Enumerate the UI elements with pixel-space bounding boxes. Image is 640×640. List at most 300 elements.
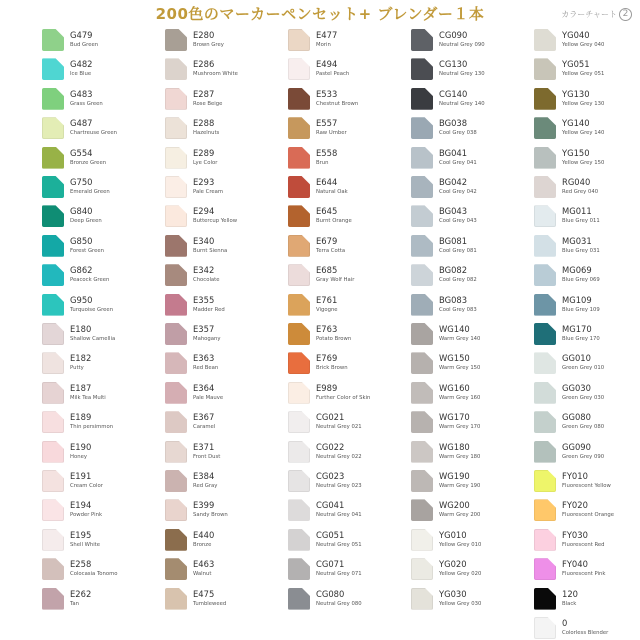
color-swatch — [42, 588, 64, 610]
color-name: Honey — [70, 453, 87, 460]
color-swatch — [42, 470, 64, 492]
color-swatch — [288, 205, 310, 227]
color-name: Colorless Blender — [562, 630, 609, 636]
color-item — [532, 115, 640, 143]
color-item — [286, 409, 406, 437]
color-name: Hazelnuts — [193, 130, 220, 137]
color-code: E286 — [193, 59, 215, 70]
color-name: Chestnut Brown — [316, 100, 359, 107]
color-code: CG090 — [439, 30, 468, 40]
color-swatch — [42, 176, 64, 198]
color-swatch — [165, 470, 187, 492]
color-swatch — [411, 176, 433, 198]
color-swatch — [288, 382, 310, 404]
color-name: Neutral Grey 051 — [316, 541, 362, 548]
color-swatch — [42, 235, 64, 257]
color-name: Yellow Grey 150 — [562, 159, 605, 166]
color-name: Warm Grey 160 — [439, 394, 481, 401]
color-item — [286, 497, 406, 525]
color-code: E533 — [316, 88, 338, 99]
color-name: Rose Beige — [193, 100, 223, 107]
color-swatch — [42, 382, 64, 404]
color-name: Yellow Grey 140 — [562, 130, 605, 137]
color-code: YG051 — [562, 59, 590, 70]
color-code: CG022 — [316, 441, 345, 452]
color-name: Neutral Grey 090 — [439, 42, 485, 48]
color-item — [532, 409, 640, 437]
color-code: FY040 — [562, 559, 588, 570]
color-name: Neutral Grey 130 — [439, 71, 485, 78]
color-name: Grass Green — [70, 100, 103, 107]
color-name: Mahogany — [193, 336, 221, 342]
color-name: Cool Grey 043 — [439, 218, 477, 225]
color-item — [40, 380, 160, 408]
color-item — [409, 439, 529, 467]
color-swatch — [534, 205, 556, 227]
color-item — [532, 527, 640, 555]
color-item — [40, 556, 160, 584]
color-code: E287 — [193, 88, 215, 99]
color-swatch — [534, 470, 556, 492]
color-code: G554 — [70, 147, 93, 158]
color-item — [40, 145, 160, 173]
color-swatch — [165, 588, 187, 610]
color-item — [409, 527, 529, 555]
color-code: E258 — [70, 559, 92, 570]
color-name: Yellow Grey 010 — [439, 541, 482, 548]
color-item — [286, 145, 406, 173]
color-name: Black — [562, 600, 577, 607]
color-name: Yellow Grey 040 — [562, 42, 605, 48]
color-item — [532, 56, 640, 84]
color-name: Red Grey 040 — [562, 189, 599, 195]
color-item — [40, 233, 160, 261]
color-swatch — [42, 88, 64, 110]
color-code: RG040 — [562, 177, 591, 187]
color-name: Green Grey 080 — [562, 424, 605, 431]
color-swatch — [534, 88, 556, 110]
color-swatch — [42, 499, 64, 521]
color-item — [409, 409, 529, 437]
color-name: Green Grey 030 — [562, 394, 605, 401]
color-swatch — [165, 88, 187, 110]
color-code: BG042 — [439, 177, 468, 187]
color-swatch — [165, 529, 187, 551]
color-item — [286, 350, 406, 378]
color-swatch — [42, 29, 64, 51]
color-name: Brick Brown — [316, 365, 348, 372]
color-name: Bronze Green — [70, 159, 107, 166]
color-code: MG069 — [562, 265, 592, 276]
color-item — [163, 439, 283, 467]
color-swatch — [165, 382, 187, 404]
color-swatch — [288, 352, 310, 374]
color-swatch — [165, 499, 187, 521]
color-name: Burnt Orange — [316, 218, 352, 225]
color-code: E194 — [70, 500, 92, 511]
color-item — [163, 556, 283, 584]
color-swatch — [165, 117, 187, 139]
color-swatch — [411, 470, 433, 492]
color-name: Pastel Peach — [316, 71, 350, 78]
color-item — [409, 380, 529, 408]
color-name: Raw Umber — [316, 130, 347, 137]
color-code: E463 — [193, 559, 215, 570]
color-name: Forest Green — [70, 247, 104, 254]
color-item — [163, 145, 283, 173]
color-swatch — [165, 352, 187, 374]
color-name: Fluorescent Yellow — [562, 483, 611, 489]
color-name: Blue Grey 011 — [562, 218, 600, 225]
color-code: E558 — [316, 147, 338, 158]
color-code: E475 — [193, 588, 215, 599]
color-code: MG031 — [562, 235, 592, 246]
color-swatch — [288, 58, 310, 80]
color-name: Neutral Grey 080 — [316, 600, 362, 607]
color-swatch — [165, 264, 187, 286]
color-code: MG109 — [562, 294, 592, 305]
color-item — [40, 203, 160, 231]
color-name: Ice Blue — [70, 71, 92, 78]
color-name: Milk Tea Multi — [70, 394, 106, 401]
color-swatch — [288, 176, 310, 198]
color-name: Putty — [70, 365, 84, 372]
color-code: G850 — [70, 235, 93, 246]
color-name: Neutral Grey 140 — [439, 100, 485, 107]
color-name: Caramel — [193, 424, 216, 431]
color-item — [286, 468, 406, 496]
color-code: G840 — [70, 206, 93, 217]
color-item — [532, 497, 640, 525]
color-swatch — [165, 235, 187, 257]
color-name: Blue Grey 031 — [562, 247, 600, 254]
color-item — [286, 115, 406, 143]
color-swatch — [42, 58, 64, 80]
color-name: Blue Grey 069 — [562, 277, 600, 284]
color-swatch — [534, 264, 556, 286]
color-item — [532, 380, 640, 408]
color-swatch — [534, 117, 556, 139]
color-name: Neutral Grey 041 — [316, 512, 362, 519]
color-name: Warm Grey 150 — [439, 365, 481, 372]
color-name: Fluorescent Pink — [562, 571, 606, 578]
color-code: E342 — [193, 265, 215, 276]
color-item — [409, 56, 529, 84]
color-name: Blue Grey 109 — [562, 306, 600, 313]
color-item — [286, 174, 406, 202]
color-item — [40, 497, 160, 525]
color-code: E494 — [316, 59, 338, 70]
color-name: Walnut — [193, 571, 212, 578]
color-item — [40, 115, 160, 143]
color-code: WG160 — [439, 382, 470, 393]
color-item — [286, 380, 406, 408]
color-swatch — [165, 323, 187, 345]
color-name: Cool Grey 038 — [439, 130, 477, 137]
color-code: G950 — [70, 294, 93, 305]
color-item — [40, 292, 160, 320]
color-code: E399 — [193, 500, 215, 511]
color-item — [286, 262, 406, 290]
color-code: E180 — [70, 324, 92, 334]
color-swatch — [288, 147, 310, 169]
color-item — [409, 27, 529, 55]
color-code: E355 — [193, 294, 215, 305]
color-item — [163, 292, 283, 320]
color-item — [163, 350, 283, 378]
color-item — [40, 27, 160, 55]
color-item — [409, 86, 529, 114]
color-item — [532, 27, 640, 55]
color-name: Bud Green — [70, 42, 99, 48]
color-swatch — [42, 558, 64, 580]
color-swatch — [534, 294, 556, 316]
color-swatch — [288, 264, 310, 286]
color-code: GG010 — [562, 353, 591, 364]
color-code: BG082 — [439, 265, 468, 276]
color-item — [286, 86, 406, 114]
color-code: E189 — [70, 412, 92, 423]
color-name: Cool Grey 082 — [439, 277, 477, 284]
color-swatch — [411, 235, 433, 257]
color-swatch — [165, 294, 187, 316]
color-name: Neutral Grey 022 — [316, 453, 362, 460]
color-swatch — [411, 29, 433, 51]
color-code: E363 — [193, 353, 215, 364]
color-item — [409, 586, 529, 614]
color-item — [286, 27, 406, 55]
color-code: YG130 — [562, 88, 590, 99]
color-name: Emerald Green — [70, 189, 110, 195]
color-code: 120 — [562, 588, 578, 599]
color-code: E440 — [193, 529, 215, 540]
color-swatch — [288, 411, 310, 433]
color-code: CG041 — [316, 500, 345, 511]
color-swatch — [411, 499, 433, 521]
color-code: E191 — [70, 471, 92, 481]
color-swatch — [42, 264, 64, 286]
color-swatch — [42, 117, 64, 139]
color-swatch — [411, 441, 433, 463]
color-item — [40, 321, 160, 349]
color-name: Fluorescent Red — [562, 541, 605, 548]
color-item — [163, 203, 283, 231]
color-code: E769 — [316, 353, 338, 364]
color-name: Buttercup Yellow — [193, 218, 238, 225]
color-swatch — [534, 558, 556, 580]
color-swatch — [411, 88, 433, 110]
color-code: E763 — [316, 324, 338, 334]
color-name: Madder Red — [193, 306, 225, 313]
color-item — [532, 350, 640, 378]
color-item — [40, 86, 160, 114]
color-swatch — [42, 529, 64, 551]
color-item — [532, 556, 640, 584]
color-item — [163, 262, 283, 290]
color-item — [532, 233, 640, 261]
color-code: FY010 — [562, 471, 588, 481]
color-swatch — [534, 411, 556, 433]
color-swatch — [42, 205, 64, 227]
color-code: YG010 — [439, 529, 467, 540]
color-swatch — [165, 147, 187, 169]
color-swatch — [411, 205, 433, 227]
color-code: E195 — [70, 529, 92, 540]
color-name: Cool Grey 083 — [439, 306, 477, 313]
color-name: Brown Grey — [193, 42, 224, 48]
color-name: Brun — [316, 159, 329, 166]
color-item — [40, 262, 160, 290]
color-code: YG140 — [562, 118, 590, 129]
color-code: BG043 — [439, 206, 468, 217]
color-chart-grid — [40, 27, 630, 638]
color-item — [409, 350, 529, 378]
color-item — [532, 586, 640, 614]
color-swatch — [534, 588, 556, 610]
color-code: E294 — [193, 206, 215, 217]
color-name: Burnt Sienna — [193, 247, 228, 254]
chart-label — [561, 8, 632, 21]
color-code: MG170 — [562, 324, 592, 334]
color-name: Bronze — [193, 541, 212, 548]
color-swatch — [42, 147, 64, 169]
color-swatch — [411, 58, 433, 80]
page-number-badge: 2 — [619, 8, 632, 21]
color-item — [409, 556, 529, 584]
color-swatch — [534, 58, 556, 80]
color-code: G482 — [70, 59, 93, 70]
color-name: Warm Grey 170 — [439, 424, 481, 431]
color-swatch — [288, 588, 310, 610]
color-name: Shell White — [70, 541, 101, 548]
color-code: E357 — [193, 324, 215, 334]
color-item — [163, 174, 283, 202]
color-name: Sandy Brown — [193, 512, 228, 519]
color-item — [409, 468, 529, 496]
color-name: Yellow Grey 051 — [562, 71, 605, 78]
color-name: Shallow Camellia — [70, 336, 116, 342]
color-code: 0 — [562, 618, 568, 628]
color-swatch — [288, 117, 310, 139]
color-code: BG081 — [439, 235, 468, 246]
color-code: E187 — [70, 382, 92, 393]
color-item — [40, 56, 160, 84]
color-name: Chartreuse Green — [70, 130, 117, 137]
color-code: E644 — [316, 177, 338, 187]
color-swatch — [534, 499, 556, 521]
color-item — [532, 262, 640, 290]
color-code: G483 — [70, 88, 93, 99]
color-code: E262 — [70, 588, 92, 599]
color-name: Natural Oak — [316, 189, 348, 195]
color-swatch — [534, 352, 556, 374]
color-code: E761 — [316, 294, 338, 305]
color-name: Tumbleweed — [193, 600, 227, 607]
color-name: Cream Color — [70, 483, 103, 489]
color-code: WG170 — [439, 412, 470, 423]
color-code: WG180 — [439, 441, 470, 452]
color-item — [532, 203, 640, 231]
color-name: Neutral Grey 071 — [316, 571, 362, 578]
color-name: Yellow Grey 030 — [439, 600, 482, 607]
color-item — [40, 174, 160, 202]
color-name: Warm Grey 180 — [439, 453, 481, 460]
color-item — [40, 586, 160, 614]
color-swatch — [288, 29, 310, 51]
color-code: CG023 — [316, 471, 345, 481]
color-item — [532, 174, 640, 202]
color-swatch — [165, 441, 187, 463]
color-swatch — [411, 294, 433, 316]
color-name: Morin — [316, 42, 331, 48]
color-item — [409, 115, 529, 143]
color-code: YG030 — [439, 588, 467, 599]
color-name: Chocolate — [193, 277, 220, 284]
color-code: MG011 — [562, 206, 592, 217]
color-item — [40, 468, 160, 496]
color-name: Neutral Grey 021 — [316, 424, 362, 431]
color-name: Warm Grey 200 — [439, 512, 481, 519]
color-code: CG051 — [316, 529, 345, 540]
color-item — [409, 174, 529, 202]
color-name: Terra Cotta — [316, 247, 346, 254]
color-code: E371 — [193, 441, 215, 452]
page-title: 200色のマーカーペンセット+ ブレンダー１本 — [155, 5, 485, 23]
color-name: Further Color of Skin — [316, 394, 371, 401]
color-name: Cool Grey 042 — [439, 189, 477, 195]
color-code: G487 — [70, 118, 93, 129]
color-swatch — [288, 529, 310, 551]
color-item — [532, 439, 640, 467]
color-item — [163, 115, 283, 143]
color-code: WG150 — [439, 353, 470, 364]
color-swatch — [288, 294, 310, 316]
color-item — [286, 56, 406, 84]
color-code: E367 — [193, 412, 215, 423]
color-name: Cool Grey 041 — [439, 159, 477, 166]
color-name: Warm Grey 140 — [439, 336, 481, 342]
color-code: CG130 — [439, 59, 468, 70]
color-swatch — [534, 617, 556, 639]
color-item — [163, 86, 283, 114]
color-swatch — [534, 235, 556, 257]
color-name: Green Grey 010 — [562, 365, 605, 372]
color-swatch — [411, 323, 433, 345]
color-name: Potato Brown — [316, 336, 352, 342]
color-code: CG080 — [316, 588, 345, 599]
color-swatch — [288, 558, 310, 580]
color-code: WG200 — [439, 500, 470, 511]
color-swatch — [288, 88, 310, 110]
color-item — [409, 321, 529, 349]
color-name: Red Gray — [193, 483, 218, 489]
color-code: FY030 — [562, 529, 588, 540]
color-code: WG190 — [439, 471, 470, 481]
color-code: E190 — [70, 441, 92, 452]
color-item — [286, 203, 406, 231]
color-item — [409, 292, 529, 320]
color-swatch — [165, 411, 187, 433]
color-item — [409, 145, 529, 173]
color-name: Yellow Grey 130 — [562, 100, 605, 107]
color-item — [163, 233, 283, 261]
color-name: Cool Grey 081 — [439, 247, 477, 254]
color-swatch — [534, 441, 556, 463]
color-code: GG090 — [562, 441, 591, 452]
color-code: E557 — [316, 118, 338, 129]
color-item — [409, 203, 529, 231]
color-code: G862 — [70, 265, 93, 276]
